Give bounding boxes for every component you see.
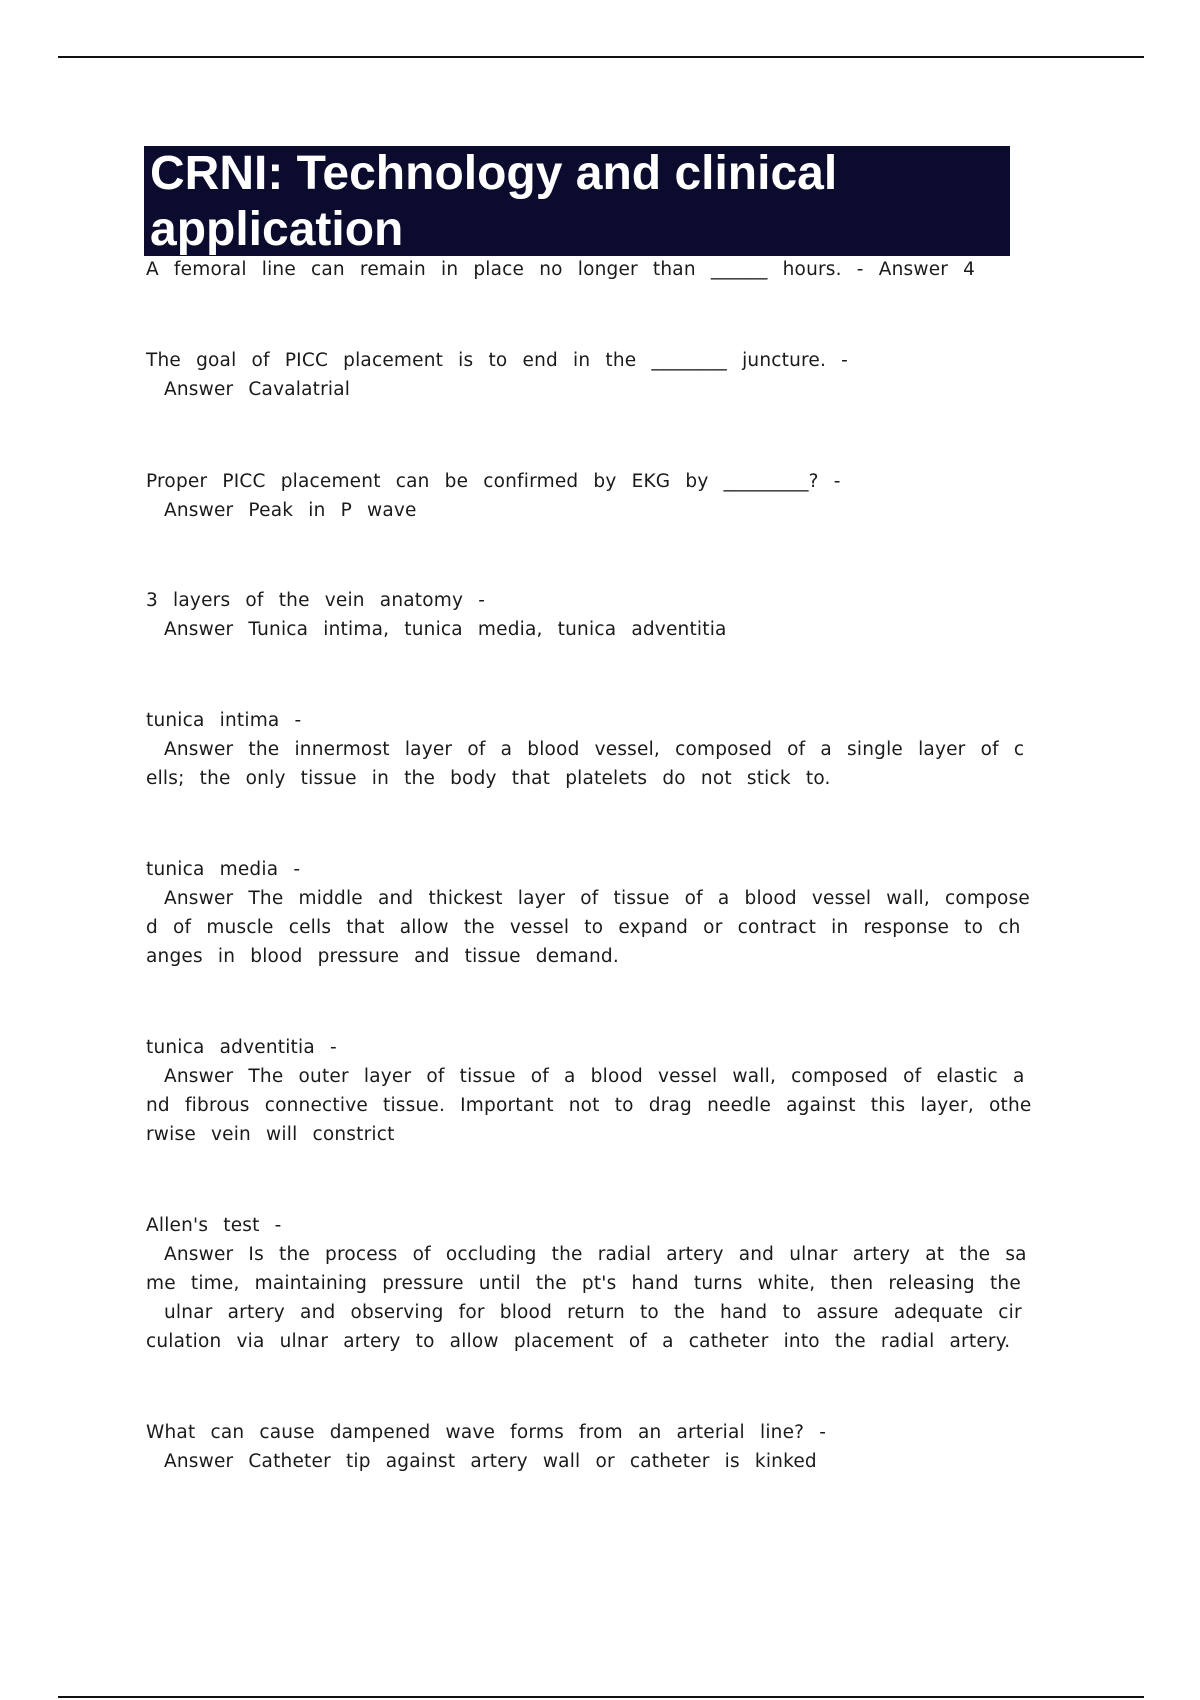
qa-question-line: tunica intima - — [146, 710, 302, 731]
page-title-line-2: application — [150, 203, 404, 256]
qa-answer-line: culation via ulnar artery to allow placement of a catheter into the radial artery. — [146, 1331, 1011, 1352]
qa-answer-line: Answer Is the process of occluding the radial artery and ulnar artery at the sa — [164, 1244, 1027, 1265]
qa-question-line: tunica media - — [146, 859, 301, 880]
qa-item-tunica-media — [146, 855, 1056, 971]
qa-item-picc-goal — [146, 346, 1056, 404]
qa-answer-line: me time, maintaining pressure until the pt's hand turns white, then releasing the — [146, 1273, 1021, 1294]
qa-item-tunica-adventitia — [146, 1033, 1056, 1149]
qa-answer-line: Answer The middle and thickest layer of tissue of a blood vessel wall, compose — [164, 888, 1030, 909]
qa-item-tunica-intima — [146, 706, 1056, 793]
qa-item-vein-layers — [146, 586, 1056, 644]
qa-item-allens-test — [146, 1211, 1056, 1356]
qa-question-line: tunica adventitia - — [146, 1037, 337, 1058]
qa-item-picc-ekg — [146, 467, 1056, 525]
qa-answer-line: Answer Cavalatrial — [164, 379, 351, 400]
qa-answer-line: Answer Peak in P wave — [164, 500, 417, 521]
qa-answer-line: ulnar artery and observing for blood return to the hand to assure adequate cir — [164, 1302, 1022, 1323]
qa-answer-line: ells; the only tissue in the body that platelets do not stick to. — [146, 768, 831, 789]
qa-question-line: A femoral line can remain in place no longer than ______ hours. - Answer 4 — [146, 259, 976, 280]
qa-answer-line: Answer the innermost layer of a blood vessel, composed of a single layer of c — [164, 739, 1025, 760]
bottom-rule — [58, 1696, 1144, 1698]
page-title-line-1: CRNI: Technology and clinical — [150, 147, 838, 200]
qa-answer-line: anges in blood pressure and tissue demand. — [146, 946, 619, 967]
qa-answer-line: Answer Tunica intima, tunica media, tunica adventitia — [164, 619, 727, 640]
qa-question-line: The goal of PICC placement is to end in the ________ juncture. - — [146, 350, 849, 371]
qa-item-dampened-waveforms — [146, 1418, 1056, 1476]
qa-question-line: Proper PICC placement can be confirmed by EKG by _________? - — [146, 471, 841, 492]
qa-answer-line: d of muscle cells that allow the vessel to expand or contract in response to ch — [146, 917, 1021, 938]
qa-answer-line: nd fibrous connective tissue. Important not to drag needle against this layer, othe — [146, 1095, 1032, 1116]
qa-question-line: Allen's test - — [146, 1215, 282, 1236]
qa-item-femoral-line — [146, 255, 1056, 284]
qa-answer-line: Answer The outer layer of tissue of a blood vessel wall, composed of elastic a — [164, 1066, 1025, 1087]
top-rule — [58, 56, 1144, 58]
qa-answer-line: rwise vein will constrict — [146, 1124, 395, 1145]
qa-answer-line: Answer Catheter tip against artery wall or catheter is kinked — [164, 1451, 817, 1472]
qa-question-line: 3 layers of the vein anatomy - — [146, 590, 486, 611]
title-banner — [144, 146, 1010, 256]
qa-question-line: What can cause dampened wave forms from an arterial line? - — [146, 1422, 827, 1443]
